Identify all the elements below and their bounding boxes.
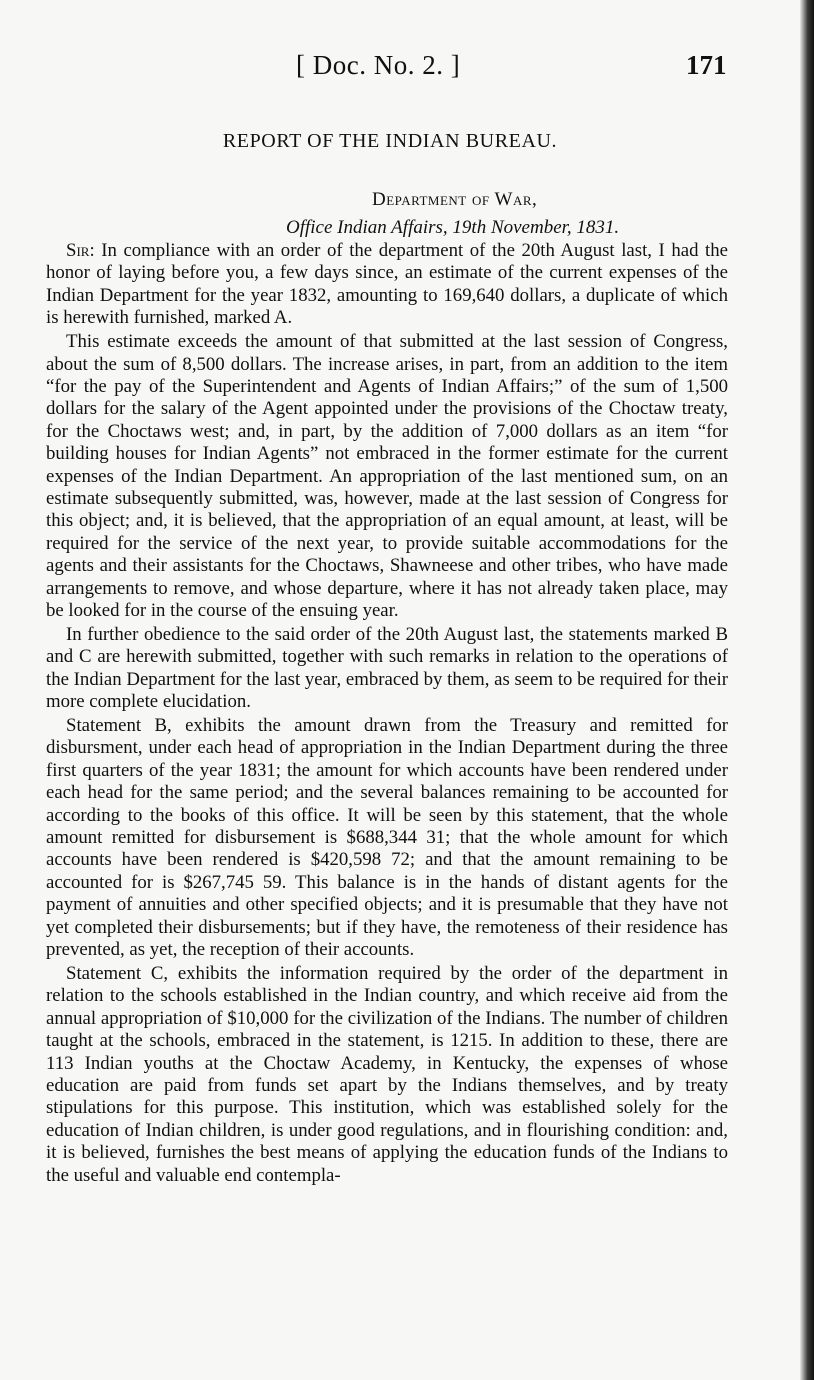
dateline-office-date: Office Indian Affairs, 19th November, 1831.: [286, 217, 620, 238]
report-title: REPORT OF THE INDIAN BUREAU.: [222, 130, 558, 152]
running-head: [0, 50, 800, 90]
letter-body: [46, 240, 728, 1189]
dateline-department: Department of War,: [372, 189, 538, 210]
dateline: [260, 186, 730, 242]
salutation: Sir:: [66, 240, 95, 261]
paragraph-2: This estimate exceeds the amount of that submitted at the last session of Congress, about the sum of 8,500 dollars. The increase arises, in part, from an addition to the item “for the pay of the Superintendent and Agents of Indian Affairs;” of the sum of 1,500 dollars for the salary of the Agent appointed under the provisions of the Choctaw treaty, for the Choctaws west; and, in part, by the addition of 7,000 dollars as an item “for building houses for Indian Agents” not embraced in the former estimate for the current expenses of the Indian Department. An appropriation of the last mentioned sum, on an estimate subsequently submitted, was, however, made at the last session of Congress for this object; and, it is believed, that the appropriation of an equal amount, at least, will be required for the service of the next year, to provide suitable accommodations for the agents and their assistants for the Choctaws, Shawneese and other tribes, who have made arrangements to remove, and whose departure, where it has not already taken place, may be looked for in the course of the ensuing year.: [46, 331, 728, 621]
document-number: [ Doc. No. 2. ]: [296, 50, 461, 80]
paragraph-3: In further obedience to the said order of the 20th August last, the statements marked B and C are herewith submitted, together with such remarks in relation to the operations of the Indian Department for the last year, embraced by them, as seem to be required for their more complete elucidation.: [46, 623, 728, 713]
page-number: 171: [686, 50, 727, 80]
paragraph-5: Statement C, exhibits the information required by the order of the department in relation to the schools established in the Indian country, and which receive aid from the annual appropriation of $10,000 for the civilization of the Indians. The number of children taught at the schools, embraced in the statement, is 1215. In addition to these, there are 113 Indian youths at the Choctaw Academy, in Kentucky, the expenses of whose education are paid from funds set apart by the Indians themselves, and by treaty stipulations for this purpose. This institution, which was established solely for the education of Indian children, is under good regulations, and in flourishing condition: and, it is believed, furnishes the best means of applying the education funds of the Indians to the useful and valuable end contempla-: [46, 963, 728, 1186]
paragraph-1-text: In compliance with an order of the department of the 20th August last, I had the honor of laying before you, a few days since, an estimate of the current expenses of the Indian Department for the year 1832, amounting to 169,640 dollars, a duplicate of which is herewith furnished, marked A.: [46, 240, 728, 329]
paragraph-4: Statement B, exhibits the amount drawn from the Treasury and remitted for disbursment, under each head of appropriation in the Indian Department during the three first quarters of the year 1831; the amount for which accounts have been rendered under each head for the same period; and the several balances remaining to be accounted for according to the books of this office. It will be seen by this statement, that the whole amount remitted for disbursement is $688,344 31; that the whole amount for which accounts have been rendered is $420,598 72; and that the amount remaining to be accounted for is $267,745 59. This balance is in the hands of distant agents for the payment of annuities and other specified objects; and it is presumable that they have not yet completed their disbursements; but if they have, the remoteness of their residence has prevented, as yet, the reception of their accounts.: [46, 715, 728, 961]
paragraph-1: [46, 240, 728, 330]
page-edge: [800, 0, 814, 1380]
